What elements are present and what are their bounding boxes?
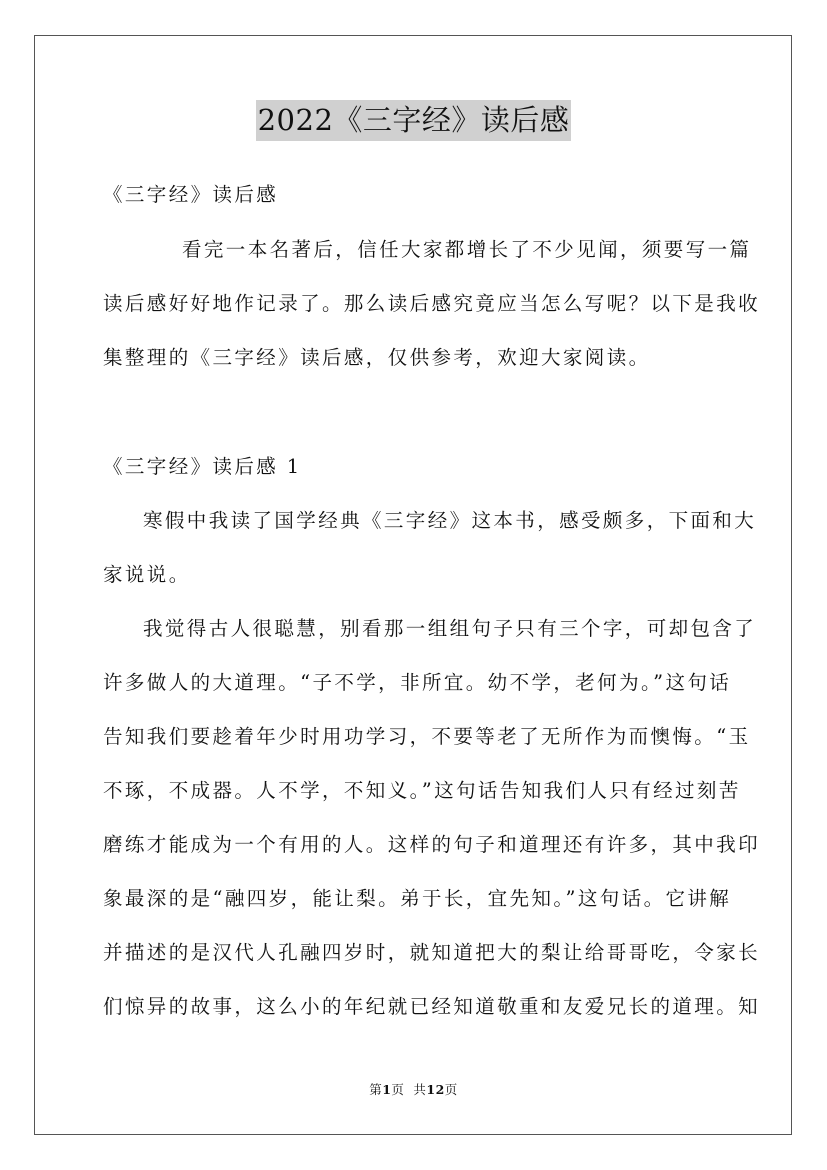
intro-line: 看完一本名著后，信任大家都增长了不少见闻，须要写一篇 xyxy=(182,238,752,261)
page-number: 1 xyxy=(382,1082,392,1097)
intro-line: 集整理的《三字经》读后感，仅供参考，欢迎大家阅读。 xyxy=(103,346,651,369)
paragraph-line: 告知我们要趁着年少时用功学习，不要等老了无所作为而懊悔。“玉 xyxy=(103,725,751,748)
document-title-wrap xyxy=(0,100,827,141)
paragraph-line: 并描述的是汉代人孔融四岁时，就知道把大的梨让给哥哥吃，令家长 xyxy=(103,941,761,964)
page-footer xyxy=(0,1080,827,1098)
paragraph-line: 象最深的是“融四岁，能让梨。弟于长，宜先知。”这句话。它讲解 xyxy=(103,887,732,910)
page-prefix: 第 xyxy=(369,1082,383,1097)
paragraph-line: 家说说。 xyxy=(103,563,191,586)
paragraph-line: 不琢，不成器。人不学，不知义。”这句话告知我们人只有经过刻苦 xyxy=(103,779,741,802)
total-prefix: 共 xyxy=(413,1082,427,1097)
paragraph-line: 许多做人的大道理。“子不学，非所宜。幼不学，老何为。”这句话 xyxy=(103,671,732,694)
paragraph-line: 我觉得古人很聪慧，别看那一组组句子只有三个字，可却包含了 xyxy=(143,617,757,640)
paragraph-line: 寒假中我读了国学经典《三字经》这本书，感受颇多，下面和大 xyxy=(143,509,757,532)
section-heading: 《三字经》读后感 1 xyxy=(103,455,302,478)
paragraph-line: 们惊异的故事，这么小的年纪就已经知道敬重和友爱兄长的道理。知 xyxy=(103,995,761,1018)
intro-line: 读后感好好地作记录了。那么读后感究竟应当怎么写呢？以下是我收 xyxy=(103,292,761,315)
document-title: 2022《三字经》读后感 xyxy=(256,100,572,141)
page-suffix: 页 xyxy=(391,1082,405,1097)
document-subtitle: 《三字经》读后感 xyxy=(103,183,279,206)
total-pages: 12 xyxy=(426,1082,445,1097)
paragraph-line: 磨练才能成为一个有用的人。这样的句子和道理还有许多，其中我印 xyxy=(103,833,761,856)
total-suffix: 页 xyxy=(444,1082,458,1097)
